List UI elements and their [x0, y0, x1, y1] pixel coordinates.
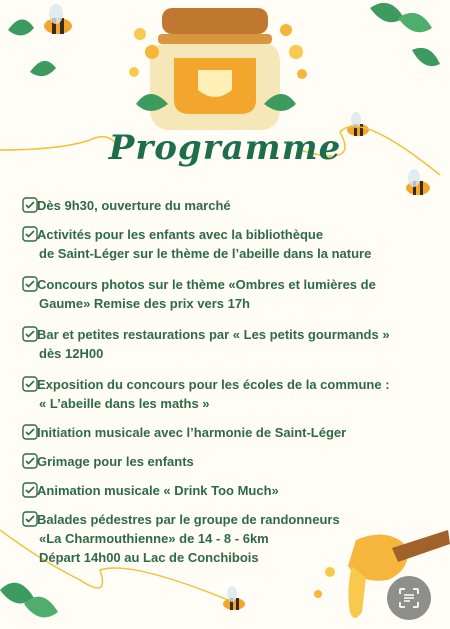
checklist-icon	[22, 376, 38, 392]
checklist-icon	[22, 226, 38, 242]
programme-item-text	[39, 481, 279, 500]
page-title: Programme	[108, 128, 342, 168]
checklist-icon	[22, 453, 38, 469]
programme-item	[22, 510, 432, 567]
programme-item-text	[39, 325, 390, 363]
programme-item-text	[39, 375, 390, 413]
checklist-icon	[22, 511, 38, 527]
programme-item-text	[39, 452, 194, 471]
leaf-bottom-left	[0, 583, 58, 618]
programme-item-text	[39, 510, 340, 567]
programme-item-line: dès 12H00	[39, 346, 104, 361]
checklist-icon	[22, 482, 38, 498]
programme-item-text	[39, 423, 346, 442]
programme-item-text	[39, 225, 371, 263]
scan-text-button[interactable]	[387, 576, 431, 620]
programme-item	[22, 225, 432, 263]
programme-item-text	[39, 275, 376, 313]
checklist-icon	[22, 197, 38, 213]
programme-item-line: Exposition du concours pour les écoles de la commune :	[37, 377, 390, 392]
programme-list	[22, 196, 432, 567]
programme-item-line: Dès 9h30, ouverture du marché	[37, 198, 231, 213]
programme-item-line: Animation musicale « Drink Too Much»	[37, 483, 279, 498]
checklist-icon	[22, 276, 38, 292]
programme-item-line: Départ 14h00 au Lac de Conchibois	[39, 550, 259, 565]
bee-bottom	[223, 586, 245, 610]
programme-item-line: Grimage pour les enfants	[37, 454, 194, 469]
programme-item	[22, 196, 432, 215]
programme-item-line: de Saint-Léger sur le thème de l’abeille dans la nature	[39, 246, 372, 261]
bee-far-right	[406, 169, 430, 195]
bee-top-left	[44, 4, 72, 34]
checklist-icon	[22, 424, 38, 440]
programme-item	[22, 325, 432, 363]
programme-item	[22, 275, 432, 313]
programme-item-line: Concours photos sur le thème «Ombres et lumières de	[37, 277, 376, 292]
honey-jar-illustration	[129, 8, 307, 130]
programme-item-line: Balades pédestres par le groupe de randonneurs	[37, 512, 340, 527]
scan-text-icon	[398, 587, 420, 609]
programme-item-line: Gaume» Remise des prix vers 17h	[39, 296, 251, 311]
programme-item-line: « L’abeille dans les maths »	[39, 396, 210, 411]
checklist-icon	[22, 326, 38, 342]
programme-item	[22, 452, 432, 471]
programme-item-line: Activités pour les enfants avec la bibliothèque	[37, 227, 324, 242]
leaf-top-right	[370, 3, 440, 66]
programme-item	[22, 481, 432, 500]
programme-item-line: «La Charmouthienne» de 14 - 8 - 6km	[39, 531, 269, 546]
programme-item-text	[39, 196, 231, 215]
programme-item-line: Initiation musicale avec l’harmonie de Saint-Léger	[37, 425, 347, 440]
programme-item-line: Bar et petites restaurations par « Les petits gourmands »	[37, 327, 390, 342]
programme-item	[22, 375, 432, 413]
programme-item	[22, 423, 432, 442]
